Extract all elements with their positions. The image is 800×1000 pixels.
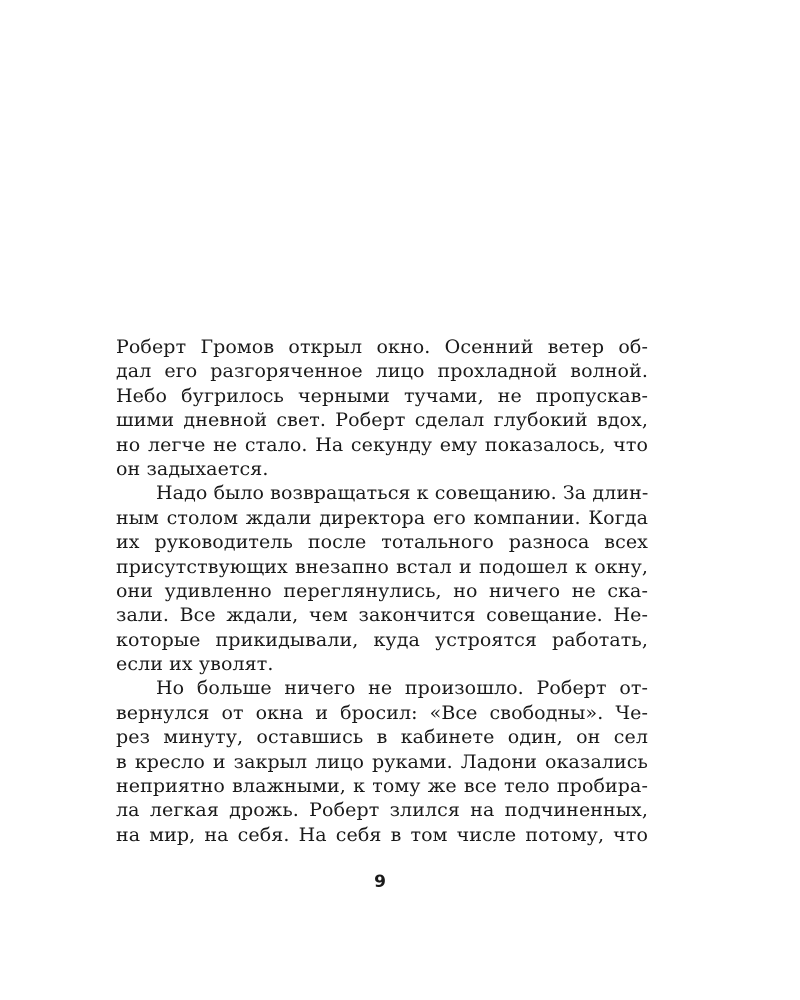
body-text	[116, 335, 648, 847]
text-line: если их уволят.	[116, 653, 274, 676]
text-line: Небо бугрилось черными тучами, не пропускав-	[116, 384, 648, 407]
text-line: Но больше ничего не произошло. Роберт от-	[156, 677, 648, 700]
text-line: шими дневной свет. Роберт сделал глубокий вдох,	[116, 409, 648, 432]
text-line: рез минуту, оставшись в кабинете один, он сел	[116, 726, 648, 749]
text-line: но легче не стало. На секунду ему показалось, что	[116, 433, 648, 456]
text-line: вернулся от окна и бросил: «Все свободны». Че-	[116, 701, 648, 724]
text-line: он задыхается.	[116, 457, 269, 480]
text-line: Надо было возвращаться к совещанию. За длин-	[156, 482, 649, 505]
text-line: на мир, на себя. На себя в том числе потому, что	[116, 823, 648, 846]
text-line: их руководитель после тотального разноса всех	[116, 531, 648, 554]
text-line: ным столом ждали директора его компании. Когда	[116, 506, 648, 529]
text-line: зали. Все ждали, чем закончится совещание. Не-	[116, 604, 648, 627]
text-line: дал его разгоряченное лицо прохладной волной.	[116, 360, 648, 383]
page-number: 9	[374, 872, 386, 892]
text-line: они удивленно переглянулись, но ничего не ска-	[116, 579, 648, 602]
text-line: присутствующих внезапно встал и подошел к окну,	[116, 555, 648, 578]
text-line: которые прикидывали, куда устроятся работать,	[116, 628, 648, 651]
text-line: в кресло и закрыл лицо руками. Ладони оказались	[116, 750, 648, 773]
text-line: Роберт Громов открыл окно. Осенний ветер об-	[116, 336, 648, 358]
text-line: ла легкая дрожь. Роберт злился на подчиненных,	[116, 799, 648, 822]
text-line: неприятно влажными, к тому же все тело пробира-	[116, 775, 648, 798]
